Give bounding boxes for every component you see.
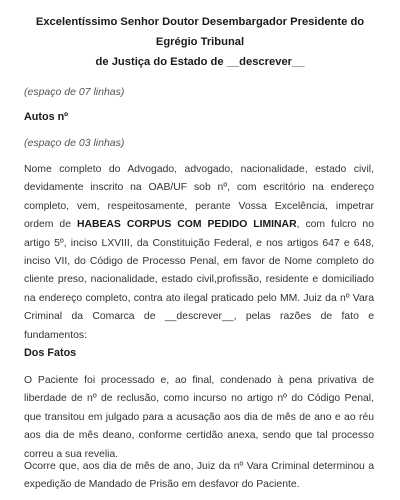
habeas-corpus-bold-text: HABEAS CORPUS COM PEDIDO LIMINAR: [76, 219, 297, 231]
petition-body-paragraph: [24, 161, 374, 345]
section-title-dos-fatos: Dos Fatos: [24, 347, 77, 359]
body-text-part-1: Nome completo do Advogado, advogado, nacionalidade, estado civil, devidamente inscrito na OAB/UF sob nº, com escritório na endereço completo, vem, respeitosamente, perante Vossa Excelência, impetrar ordem de: [24, 164, 374, 231]
fatos-paragraph-2: Ocorre que, aos dia de mês de ano, Juiz da nº Vara Criminal determinou a expedição de Mandado de Prisão em desfavor do Paciente.: [24, 461, 374, 491]
autos-label: Autos nº: [24, 111, 69, 123]
fatos-paragraph-1: O Paciente foi processado e, ao final, condenado à pena privativa de liberdade de nº de reclusão, como incurso no artigo nº do Código Penal, que transitou em julgado para a acusação aos dia de mês de ano e ao réu aos dia de mês deano, conforme certidão anexa, sendo que tal processo correu a sua revelia.: [24, 375, 374, 460]
body-text-part-2: , com fulcro no artigo 5º, inciso LXVIII, da Constituição Federal, e nos artigos 647 e 648, inciso VII, do Código de Processo Penal, em favor de Nome completo do cliente preso, nacionalidade, estado civil,profissão, residente e domiciliado na endereço completo, contra ato ilegal praticado pelo MM. Juiz da nº Vara Criminal da Comarca de __descrever__, pelas razões de fato e fundamentos:: [24, 219, 374, 341]
space-note-three-lines: (espaço de 03 linhas): [24, 137, 125, 149]
space-note-seven-lines: (espaço de 07 linhas): [24, 86, 125, 98]
heading-line-1: Excelentíssimo Senhor Doutor Desembargador Presidente do Egrégio Tribunal: [35, 16, 365, 48]
document-heading: [24, 12, 376, 72]
heading-line-2: de Justiça do Estado de __descrever__: [95, 56, 305, 68]
